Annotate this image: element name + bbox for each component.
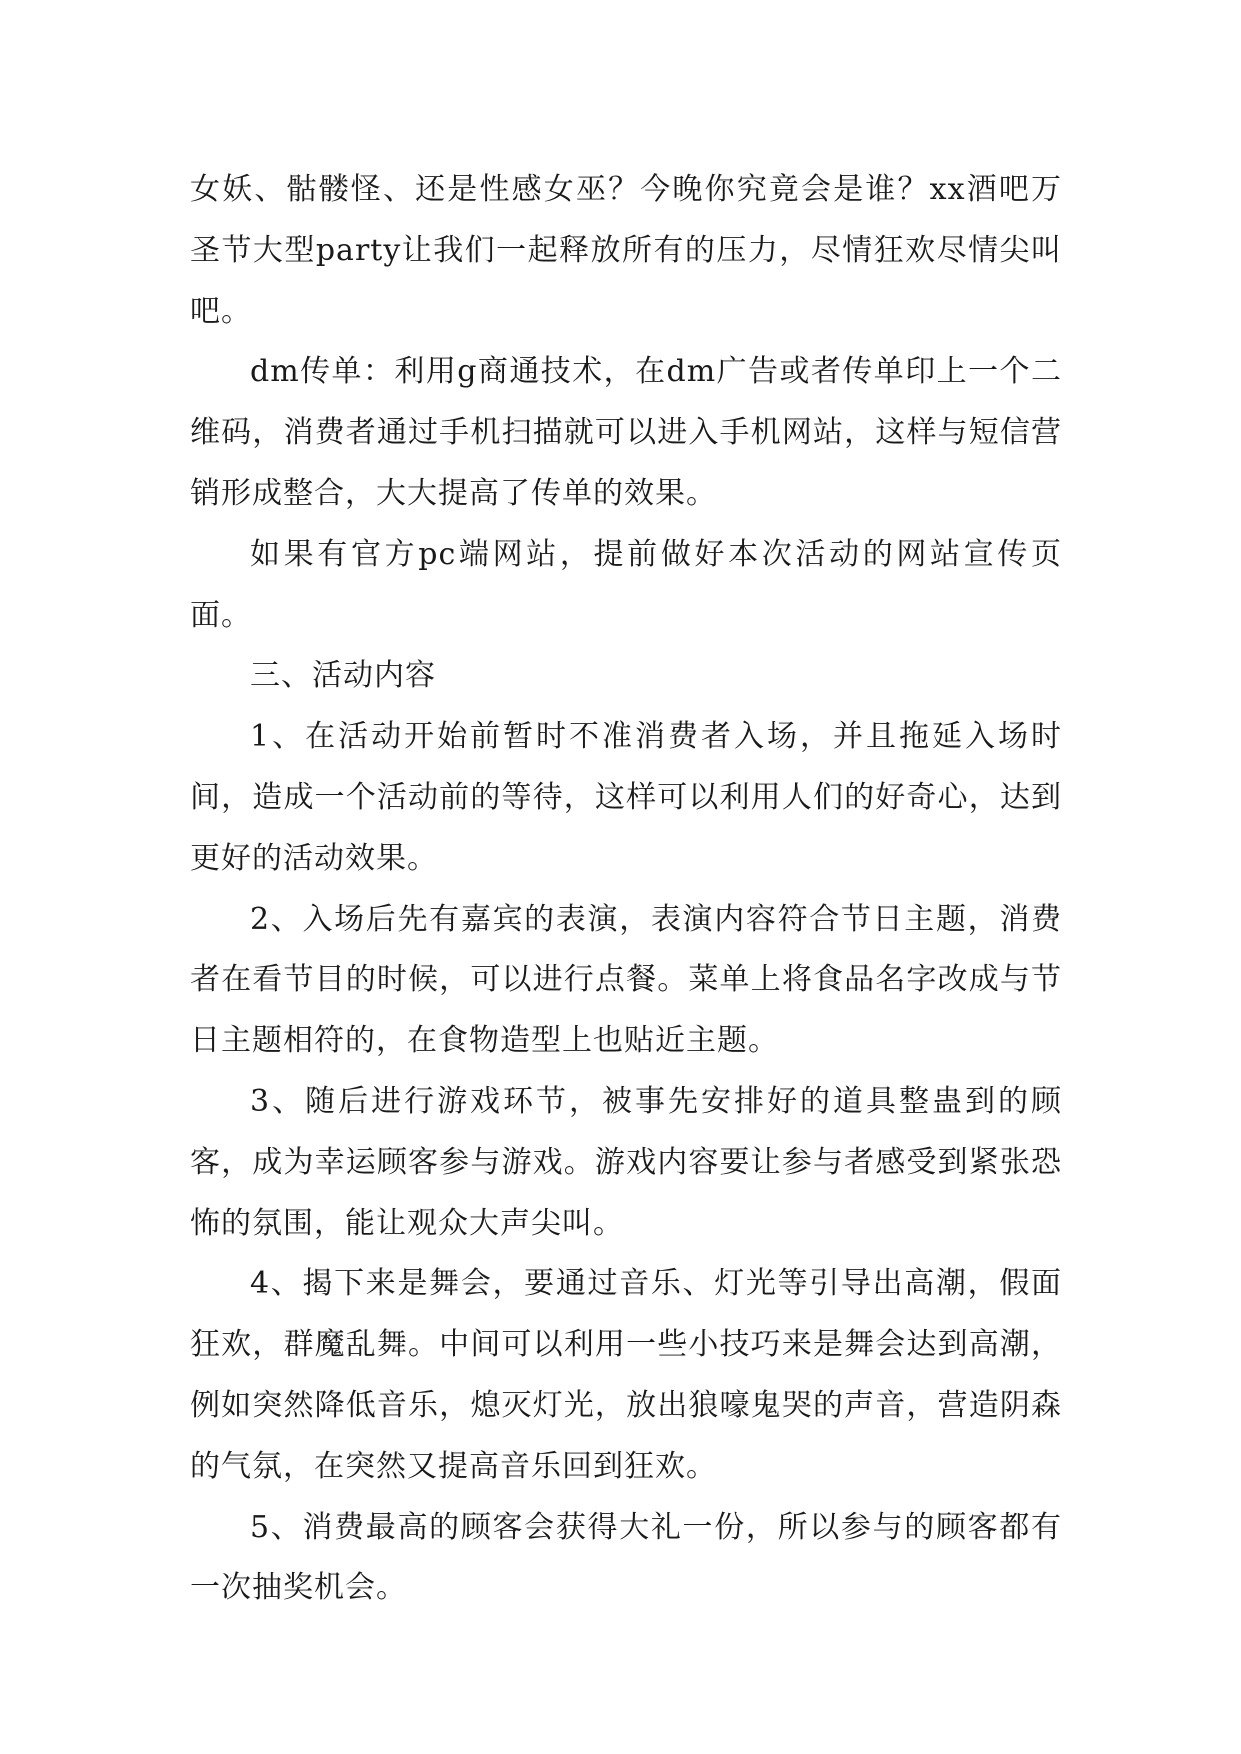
paragraph-item-4: 4、揭下来是舞会，要通过音乐、灯光等引导出高潮，假面狂欢，群魔乱舞。中间可以利用一些小技巧来是舞会达到高潮，例如突然降低音乐，熄灭灯光，放出狼嚎鬼哭的声音，营造阴森的气氛，在突然又提高音乐回到狂欢。 xyxy=(190,1266,1062,1484)
paragraph-dm-flyer: dm传单：利用g商通技术，在dm广告或者传单印上一个二维码，消费者通过手机扫描就可以进入手机网站，这样与短信营销形成整合，大大提高了传单的效果。 xyxy=(190,354,1062,511)
paragraph-item-3: 3、随后进行游戏环节，被事先安排好的道具整蛊到的顾客，成为幸运顾客参与游戏。游戏内容要让参与者感受到紧张恐怖的氛围，能让观众大声尖叫。 xyxy=(190,1083,1062,1241)
section-heading-activity-content: 三、活动内容 xyxy=(250,658,436,694)
paragraph-intro-continuation: 女妖、骷髅怪、还是性感女巫？今晚你究竟会是谁？xx酒吧万圣节大型party让我们一起释放所有的压力，尽情狂欢尽情尖叫吧。 xyxy=(190,172,1062,329)
paragraph-website: 如果有官方pc端网站，提前做好本次活动的网站宣传页面。 xyxy=(190,536,1062,633)
document-page xyxy=(190,160,1062,1619)
paragraph-item-2: 2、入场后先有嘉宾的表演，表演内容符合节日主题，消费者在看节目的时候，可以进行点餐。菜单上将食品名字改成与节日主题相符的，在食物造型上也贴近主题。 xyxy=(190,901,1062,1059)
paragraph-item-1: 1、在活动开始前暂时不准消费者入场，并且拖延入场时间，造成一个活动前的等待，这样可以利用人们的好奇心，达到更好的活动效果。 xyxy=(190,719,1062,876)
paragraph-item-5: 5、消费最高的顾客会获得大礼一份，所以参与的顾客都有一次抽奖机会。 xyxy=(190,1509,1062,1606)
